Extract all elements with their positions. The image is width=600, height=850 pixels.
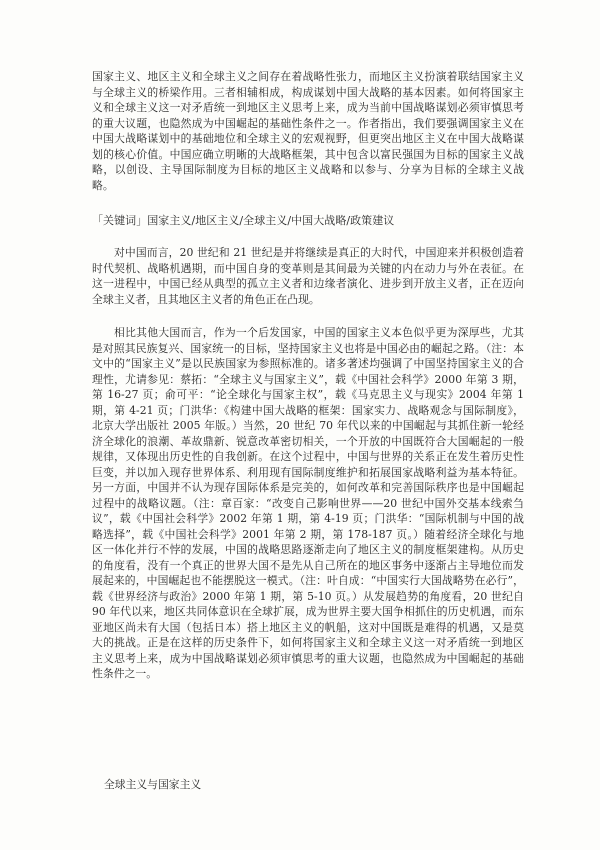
body-paragraph-1: 对中国而言，20 世纪和 21 世纪是并将继续是真正的大时代，中国迎来并积极创造着时代契机、战略机遇期，而中国自身的变革则是其间最为关键的内在动力与外在表征。在这一进程中，中国已经从典型的孤立主义者和边缘者演化、进步到开放主义者，正在迈向全球主义者，且其地区主义者的角色正在凸现。 [92,246,524,306]
abstract-paragraph: 国家主义、地区主义和全球主义之间存在着战略性张力，而地区主义扮演着联结国家主义与全球主义的桥梁作用。三者相辅相成，构成谋划中国大战略的基本因素。如何将国家主义和全球主义这一对矛盾统一到地区主义思考上来，成为当前中国战略谋划必须审慎思考的重大议题，也隐然成为中国崛起的基础性条件之一。作者指出，我们要强调国家主义在中国大战略谋划中的基础地位和全球主义的宏观视野，但更突出地区主义在中国大战略谋划的核心价值。中国应确立明晰的大战略框架，其中包含以富民强国为目标的国家主义战略，以创设、主导国际制度为目标的地区主义战略和以参与、分享为目标的全球主义战略。 [92,70,524,192]
body-paragraph-2: 相比其他大国而言，作为一个后发国家，中国的国家主义本色似乎更为深厚些，尤其是对照其民族复兴、国家统一的目标，坚持国家主义也将是中国必由的崛起之路。（注：本文中的“国家主义”是以民族国家为参照标准的。诸多著述均强调了中国坚持国家主义的合理性，尤请参见：蔡拓：“全球主义与国家主义”，载《中国社会科学》2000 年第 3 期，第 16-27 页；俞可平：“论全球化与国家主权”，载《马克思主义与现实》2004 年第 1 期，第 4-21 页；门洪华：《构建中国大战略的框架：国家实力、战略观念与国际制度》，北京大学出版社 2005 年版。）当然，20 世纪 70 年代以来的中国崛起与其抓住新一轮经济全球化的浪潮、革故鼎新、锐意改革密切相关，一个开放的中国既符合大国崛起的一般规律，又体现出历史性的自我创新。在这个过程中，中国与世界的关系正在发生着历史性巨变，并以加入现存世界体系、利用现有国际制度维护和拓展国家战略利益为基本特征。另一方面，中国并不认为现存国际体系是完美的，如何改革和完善国际秩序也是中国崛起过程中的战略议题。（注：章百家：“改变自己影响世界——20 世纪中国外交基本线索刍议”，载《中国社会科学》2002 年第 1 期，第 4-19 页；门洪华：“国际机制与中国的战略选择”，载《中国社会科学》2001 年第 2 期，第 178-187 页。）随着经济全球化与地区一体化并行不悖的发展，中国的战略思路逐渐走向了地区主义的制度框架建构。从历史的角度看，没有一个真正的世界大国不是先从自己所在的地区事务中逐渐占主导地位而发展起来的，中国崛起也不能摆脱这一模式。（注：叶自成：“中国实行大国战略势在必行”，载《世界经济与政治》2000 年第 1 期，第 5-10 页。）从发展趋势的角度看，20 世纪自 90 年代以来，地区共同体意识在全球扩展，成为世界主要大国争相抓住的历史机遇，而东亚地区尚未有大国（包括日本）搭上地区主义的帆船，这对中国既是难得的机遇，又是莫大的挑战。正是在这样的历史条件下，如何将国家主义和全球主义这一对矛盾统一到地区主义思考上来，成为中国战略谋划必须审慎思考的重大议题，也隐然成为中国崛起的基础性条件之一。 [92,326,524,680]
keywords-line: 「关键词」国家主义/地区主义/全球主义/中国大战略/政策建议 [92,214,395,227]
section-heading: 全球主义与国家主义 [104,778,202,791]
